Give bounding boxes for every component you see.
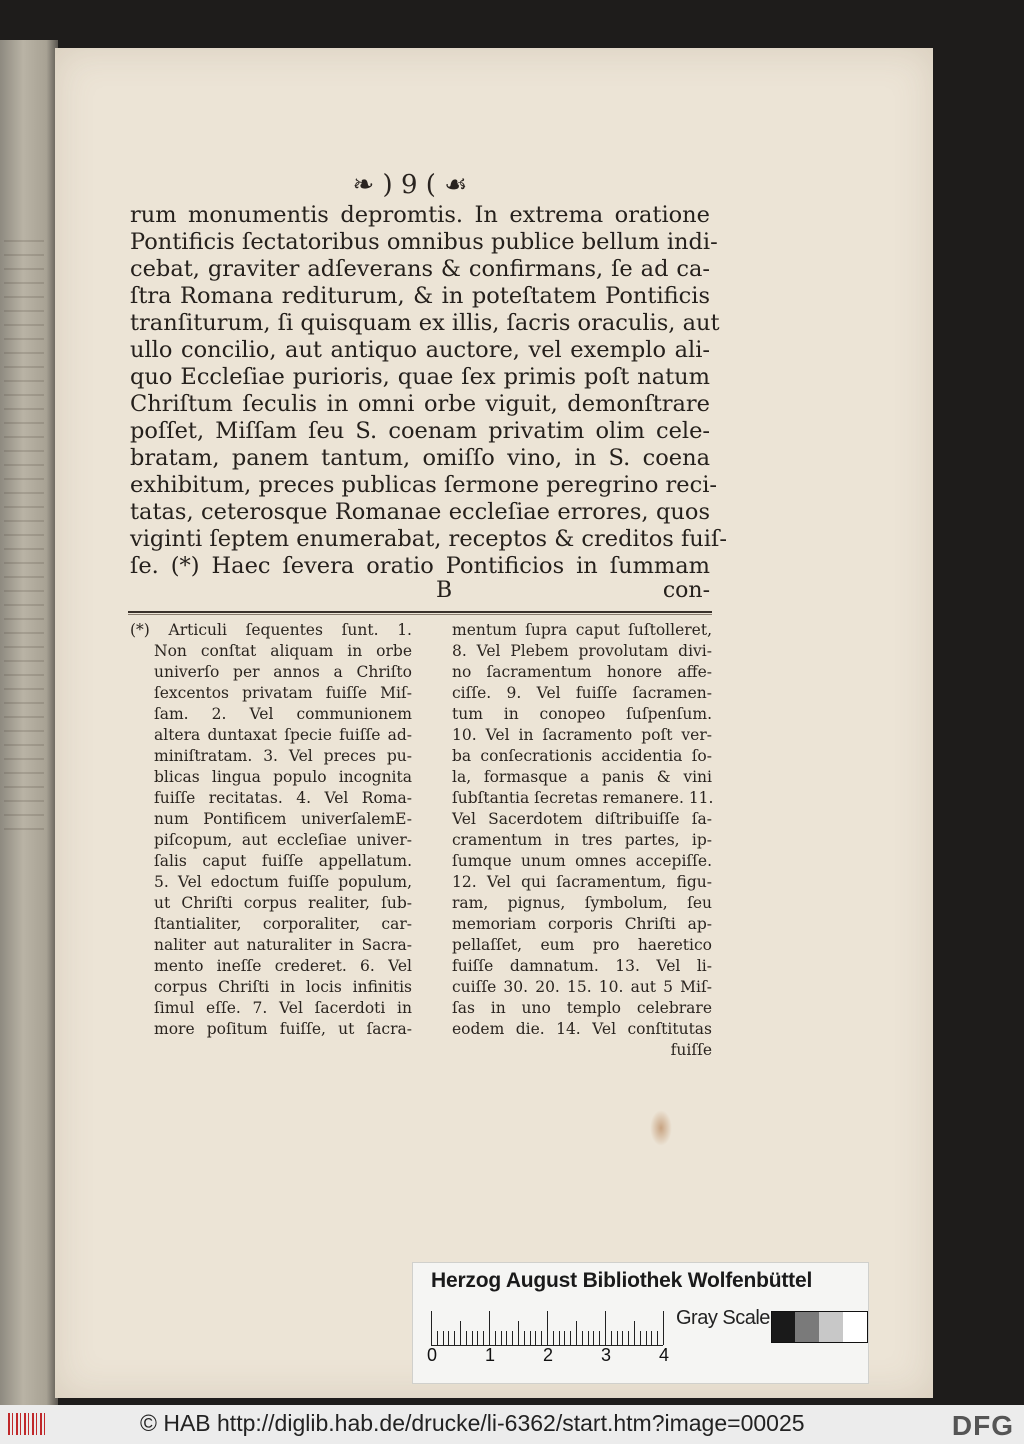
footnote-left-column (130, 620, 412, 1040)
gray-scale-label: Gray Scale (676, 1307, 770, 1329)
signature-row (130, 578, 710, 606)
footnote-line: fuiſſe (670, 1041, 712, 1059)
text-line: poſſet, Miſſam ſeu S. coenam privatim olim cele- (130, 418, 710, 444)
ruler-tick (640, 1331, 641, 1345)
ruler-tick (535, 1331, 536, 1345)
footnote-line: miniſtratam. 3. Vel preces pu- (154, 747, 412, 765)
footnote-line: pellaſſet, eum pro haeretico (452, 936, 712, 954)
ruler-label: 0 (427, 1345, 438, 1365)
footnote-line: ſtantialiter, corporaliter, car- (154, 915, 412, 933)
ruler-tick (611, 1331, 612, 1345)
text-line: bratam, panem tantum, omiſſo vino, in S. coena (130, 445, 710, 471)
ruler-tick (634, 1321, 635, 1345)
ruler-tick (651, 1331, 652, 1345)
footnote-line: num Pontificem univerſalemE- (154, 810, 412, 828)
footnote-line: blicas lingua populo incognita (154, 768, 412, 786)
ruler-tick (617, 1331, 618, 1345)
ruler-label: 1 (485, 1345, 496, 1365)
text-line: ſe. (*) Haec ſevera oratio Pontificios in ſummam (130, 553, 710, 579)
text-line: tatas, ceterosque Romanae eccleſiae errores, quos (130, 499, 710, 525)
ruler-tick (605, 1311, 606, 1345)
footnote-line: altera duntaxat ſpecie fuiſſe ad- (154, 726, 412, 744)
ruler-tick (518, 1321, 519, 1345)
footnote-line: 5. Vel edoctum fuiſſe populum, (154, 873, 412, 891)
gray-swatch (771, 1311, 796, 1343)
footnote-line: Vel Sacerdotem diſtribuiſſe ſa- (452, 810, 712, 828)
ruler-tick (437, 1331, 438, 1345)
footnote-line: tum in conopeo ſuſpenſum. (452, 705, 712, 723)
footnote-line: ſexcentos privatam fuiſſe Miſ- (154, 684, 412, 702)
ruler-tick (431, 1311, 432, 1345)
ruler-tick (599, 1331, 600, 1345)
text-line: viginti ſeptem enumerabat, receptos & creditos fuiſ- (130, 526, 727, 552)
ruler-tick (593, 1331, 594, 1345)
gray-swatch (819, 1311, 843, 1343)
footnote-line: la, formasque a panis & vini (452, 768, 712, 786)
ruler-tick (657, 1331, 658, 1345)
footnote-right-column (452, 620, 712, 1061)
footnote-line: mento ineſſe crederet. 6. Vel (154, 957, 412, 975)
footnote-line: no ſacramentum honore affe- (452, 663, 712, 681)
ruler-tick (443, 1331, 444, 1345)
text-line: cebat, graviter adſeverans & confirmans, ſe ad ca- (130, 256, 710, 282)
ruler-tick (501, 1331, 502, 1345)
ruler-tick (477, 1331, 478, 1345)
footnote-line: ſam. 2. Vel communionem (154, 705, 412, 723)
scale-labels (427, 1345, 687, 1369)
ruler-tick (466, 1331, 467, 1345)
footnote-line: ſas in uno templo celebrare (452, 999, 712, 1017)
text-line: ſtra Romana rediturum, & in poteſtatem Pontificis (130, 283, 710, 309)
adjacent-page-edge (0, 40, 58, 1405)
text-line: quo Eccleſiae purioris, quae ſex primis poſt natum (130, 364, 710, 390)
ruler-tick (454, 1331, 455, 1345)
footnote-line: ram, pignus, ſymbolum, ſeu (452, 894, 712, 912)
footnote-line: mentum ſupra caput ſuſtolleret, (452, 621, 712, 639)
catchword: con- (662, 578, 710, 603)
text-line: Chriſtum ſeculis in omni orbe viguit, demonſtrare (130, 391, 710, 417)
color-calibration-bar (412, 1262, 869, 1384)
footnote-line: eodem die. 14. Vel conſtitutas (452, 1020, 712, 1038)
ruler-tick (448, 1331, 449, 1345)
scale-ruler (431, 1309, 663, 1346)
footnote-line: Non conſtat aliquam in orbe (154, 642, 412, 660)
footnote-line: ſimul eſſe. 7. Vel ſacerdoti in (154, 999, 412, 1017)
ruler-label: 4 (659, 1345, 670, 1365)
footnote-line: cuiſſe 30. 20. 15. 10. aut 5 Miſ- (452, 978, 712, 996)
footnote-line: ſubſtantia ſecretas remanere. 11. (452, 789, 714, 807)
text-line: Pontificis ſectatoribus omnibus publice bellum indi- (130, 229, 718, 255)
ruler-tick (576, 1321, 577, 1345)
footnote-line: ſalis caput fuiſſe appellatum. (154, 852, 412, 870)
footnote-line: more poſitum fuiſſe, ut ſacra- (154, 1020, 412, 1038)
footnote-line: ut Chriſti corpus realiter, ſub- (154, 894, 412, 912)
paper-stain (650, 1110, 672, 1146)
text-line: exhibitum, preces publicas ſermone peregrino reci- (130, 472, 717, 498)
ruler-tick (582, 1331, 583, 1345)
signature-mark: B (436, 578, 453, 603)
footnote-line: ſumque unum omnes accepiſſe. (452, 852, 712, 870)
ruler-tick (495, 1331, 496, 1345)
main-text (130, 202, 727, 580)
ruler-tick (472, 1331, 473, 1345)
footnote-line: ciſſe. 9. Vel fuiſſe ſacramen- (452, 684, 712, 702)
gray-swatch (795, 1311, 819, 1343)
footnote-line: (*) Articuli ſequentes ſunt. 1. (130, 621, 412, 639)
text-line: ullo concilio, aut antiquo auctore, vel exemplo ali- (130, 337, 710, 363)
footnote-line: fuiſſe damnatum. 13. Vel li- (452, 957, 712, 975)
ruler-tick (512, 1331, 513, 1345)
footnote-line: cramentum in tres partes, ip- (452, 831, 712, 849)
ruler-tick (588, 1331, 589, 1345)
ruler-label: 2 (543, 1345, 554, 1365)
footnote-line: piſcopum, aut eccleſiae univer- (154, 831, 412, 849)
footnote-line: naliter aut naturaliter in Sacra- (154, 936, 412, 954)
ruler-tick (489, 1311, 490, 1345)
ruler-tick (559, 1331, 560, 1345)
ruler-tick (564, 1331, 565, 1345)
ruler-tick (541, 1331, 542, 1345)
footnote-rule (128, 611, 712, 613)
ruler-tick (646, 1331, 647, 1345)
ruler-label: 3 (601, 1345, 612, 1365)
ruler-tick (506, 1331, 507, 1345)
footnote-line: 10. Vel in ſacramento poſt ver- (452, 726, 712, 744)
ruler-tick (530, 1331, 531, 1345)
text-line: tranſiturum, ſi quisquam ex illis, ſacris oraculis, aut (130, 310, 720, 336)
ruler-tick (570, 1331, 571, 1345)
ruler-tick (483, 1331, 484, 1345)
footnote-line: 8. Vel Plebem provolutam divi- (452, 642, 712, 660)
footnote-line: memoriam corporis Chriſti ap- (452, 915, 712, 933)
footnote-line: univerſo per annos a Chriſto (154, 663, 412, 681)
viewer-footer (0, 1405, 1024, 1444)
ruler-tick (628, 1331, 629, 1345)
adjacent-page-text (4, 240, 44, 840)
source-url-link[interactable]: © HAB http://diglib.hab.de/drucke/li-6362/start.htm?image=00025 (140, 1410, 805, 1436)
footnote-line: corpus Chriſti in locis infinitis (154, 978, 412, 996)
footnote-line: ba conſecrationis accidentia ſo- (452, 747, 712, 765)
text-line: rum monumentis depromtis. In extrema oratione (130, 202, 710, 228)
library-name: Herzog August Bibliothek Wolfenbüttel (431, 1269, 813, 1292)
page-header: ❧ ) 9 ( ☙ (352, 170, 468, 200)
ruler-tick (622, 1331, 623, 1345)
ruler-tick (553, 1331, 554, 1345)
footnote-rule-thin (128, 614, 712, 615)
dfg-logo[interactable]: DFG (951, 1410, 1014, 1441)
footnote-line: fuiſſe recitatas. 4. Vel Roma- (154, 789, 412, 807)
ruler-tick (460, 1321, 461, 1345)
ruler-tick (524, 1331, 525, 1345)
ruler-tick (547, 1311, 548, 1345)
ruler-tick (663, 1311, 664, 1345)
hab-logo-icon[interactable] (8, 1413, 48, 1435)
footnote-line: 12. Vel qui ſacramentum, figu- (452, 873, 712, 891)
gray-swatch (843, 1311, 868, 1343)
